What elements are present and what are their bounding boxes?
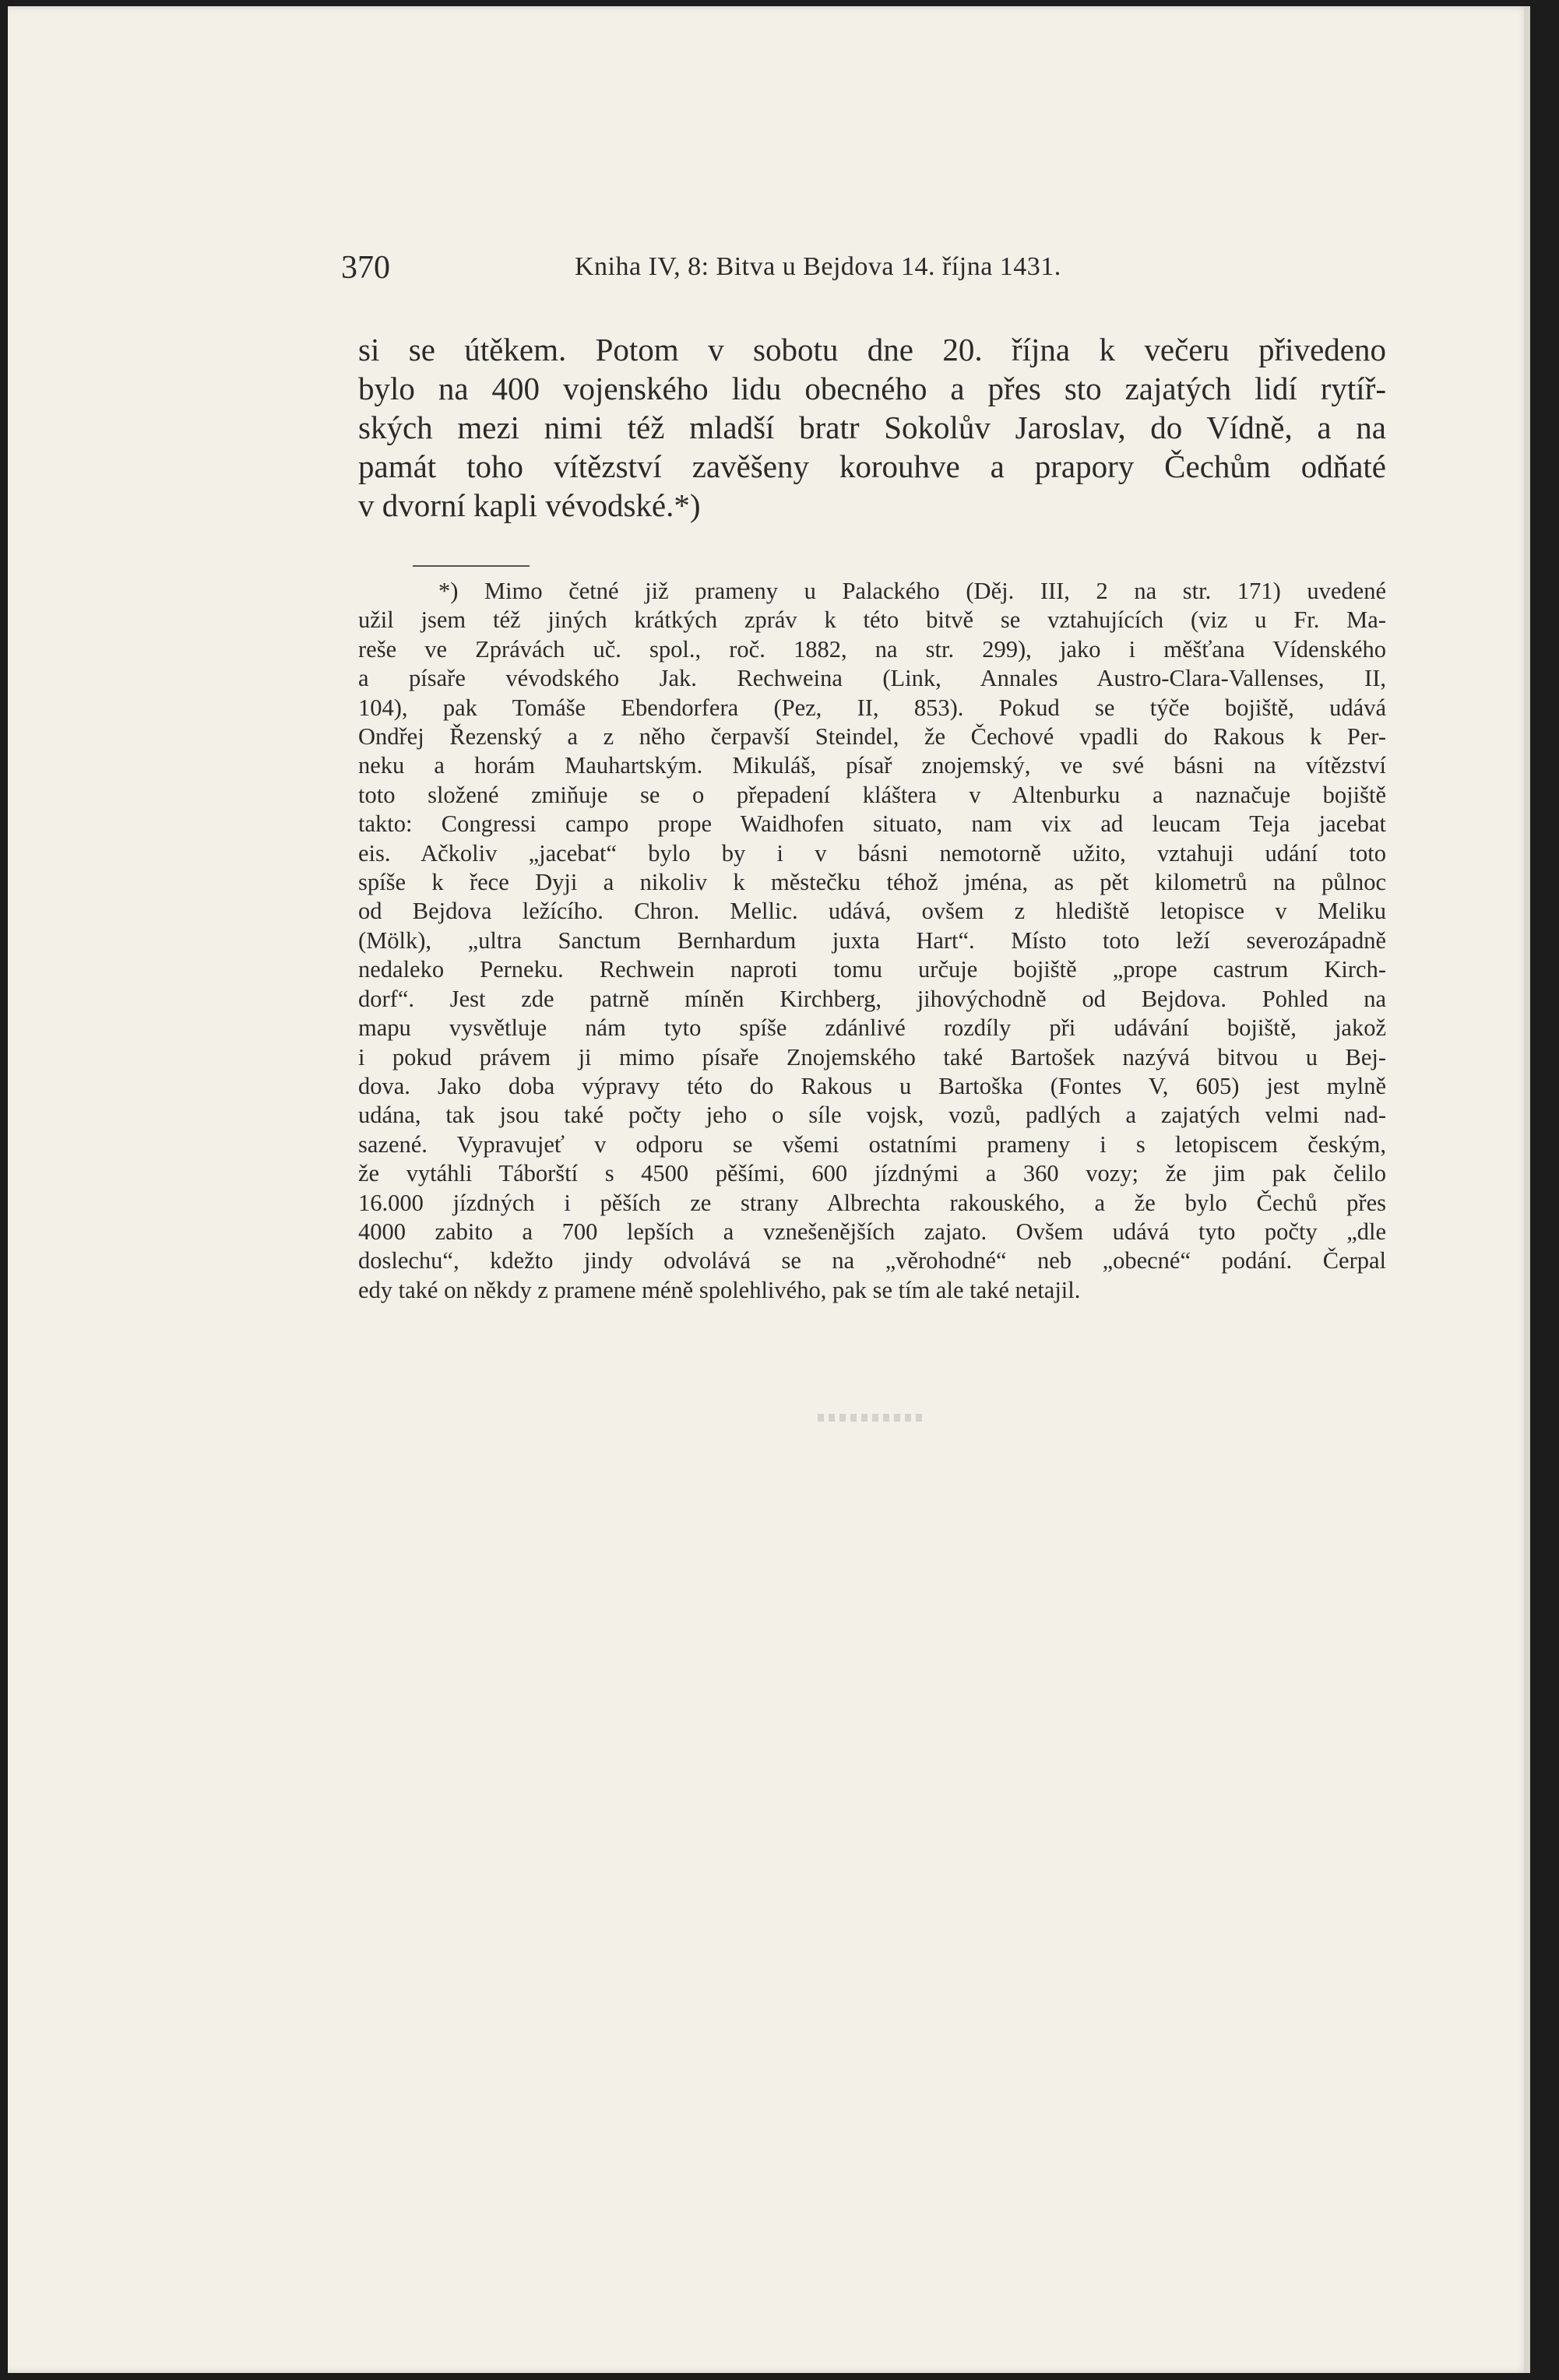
footnote-line: dorf“. Jest zde patrně míněn Kirchberg, jihovýchodně od Bejdova. Pohled na bbox=[358, 985, 1386, 1012]
footnote-line: doslechu“, kdežto jindy odvolává se na „věrohodné“ neb „obecné“ podání. Čerpal bbox=[358, 1247, 1386, 1274]
footnote-line: spíše k řece Dyji a nikoliv k městečku téhož jména, as pět kilometrů na půlnoc bbox=[358, 869, 1386, 896]
footnote-line: *) Mimo četné již prameny u Palackého (Děj. III, 2 na str. 171) uvedené bbox=[438, 578, 1386, 604]
footnote-line: sazené. Vypravujeť v odporu se všemi ostatními prameny i s letopiscem českým, bbox=[358, 1130, 1386, 1158]
main-text-line: bylo na 400 vojenského lidu obecného a přes sto zajatých lidí rytíř- bbox=[358, 371, 1386, 406]
footnote-line: udána, tak jsou také počty jeho o síle vojsk, vozů, padlých a zajatých velmi nad- bbox=[358, 1102, 1386, 1129]
footnote-line: a písaře vévodského Jak. Rechweina (Link, Annales Austro-Clara-Vallenses, II, bbox=[358, 665, 1386, 692]
footnote-line: takto: Congressi campo prope Waidhofen situato, nam vix ad leucam Teja jacebat bbox=[358, 810, 1386, 838]
footnote-line: že vytáhli Táborští s 4500 pěšími, 600 jízdnými a 360 vozy; že jim pak čelilo bbox=[358, 1160, 1386, 1187]
footnote-line: toto složené zmiňuje se o přepadení kláštera v Altenburku a naznačuje bojiště bbox=[358, 781, 1386, 808]
footnote-line: neku a horám Mauhartským. Mikuláš, písař znojemský, ve své básni na vítězství bbox=[358, 752, 1386, 779]
page-header bbox=[341, 249, 1385, 290]
main-text-line: památ toho vítězství zavěšeny korouhve a prapory Čechům odňaté bbox=[358, 448, 1386, 484]
footnote-line: 4000 zabito a 700 lepších a vznešenějších zajato. Ovšem udává tyto počty „dle bbox=[358, 1218, 1386, 1245]
footnote-line: nedaleko Perneku. Rechwein naproti tomu určuje bojiště „prope castrum Kirch- bbox=[358, 956, 1386, 983]
running-head: Kniha IV, 8: Bitva u Bejdova 14. října 1431. bbox=[575, 252, 1061, 281]
footnote-line: edy také on někdy z pramene méně spolehlivého, pak se tím ale také netajil. bbox=[358, 1276, 1081, 1303]
footnote-line: i pokud právem ji mimo písaře Znojemského také Bartošek nazývá bitvou u Bej- bbox=[358, 1043, 1386, 1070]
footnote-separator bbox=[413, 565, 530, 567]
page-edge bbox=[1524, 6, 1530, 2373]
footnote-line: (Mölk), „ultra Sanctum Bernhardum juxta Hart“. Místo toto leží severozápadně bbox=[358, 926, 1386, 954]
footnote-line: užil jsem též jiných krátkých zpráv k této bitvě se vztahujících (viz u Fr. Ma- bbox=[358, 606, 1386, 634]
footnote-line: Ondřej Řezenský a z něho čerpavší Steindel, že Čechové vpadli do Rakous k Per- bbox=[358, 723, 1386, 751]
main-text-line: si se útěkem. Potom v sobotu dne 20. října k večeru přivedeno bbox=[358, 332, 1386, 367]
book-page bbox=[8, 6, 1530, 2373]
footnote-line: 16.000 jízdných i pěších ze strany Albrechta rakouského, a že bylo Čechů přes bbox=[358, 1189, 1386, 1216]
main-text-line: ských mezi nimi též mladší bratr Sokolův Jaroslav, do Vídně, a na bbox=[358, 410, 1386, 445]
footnote-line: 104), pak Tomáše Ebendorfera (Pez, II, 853). Pokud se týče bojiště, udává bbox=[358, 694, 1386, 721]
page-number: 370 bbox=[341, 250, 390, 286]
bleed-through-mark bbox=[818, 1414, 927, 1422]
footnote-line: dova. Jako doba výpravy této do Rakous u Bartoška (Fontes V, 605) jest mylně bbox=[358, 1072, 1386, 1099]
footnote-line: eis. Ačkoliv „jacebat“ bylo by i v básni nemotorně užito, vztahuji udání toto bbox=[358, 839, 1386, 867]
footnote-line: reše ve Zprávách uč. spol., roč. 1882, na str. 299), jako i měšťana Vídenského bbox=[358, 635, 1386, 663]
footnote bbox=[358, 577, 1386, 1305]
main-paragraph bbox=[358, 330, 1386, 525]
main-text-line: v dvorní kapli vévodské.*) bbox=[358, 487, 701, 523]
footnote-line: od Bejdova ležícího. Chron. Mellic. udává, ovšem z hlediště letopisce v Meliku bbox=[358, 898, 1386, 925]
footnote-line: mapu vysvětluje nám tyto spíše zdánlivé rozdíly při udávání bojiště, jakož bbox=[358, 1014, 1386, 1042]
